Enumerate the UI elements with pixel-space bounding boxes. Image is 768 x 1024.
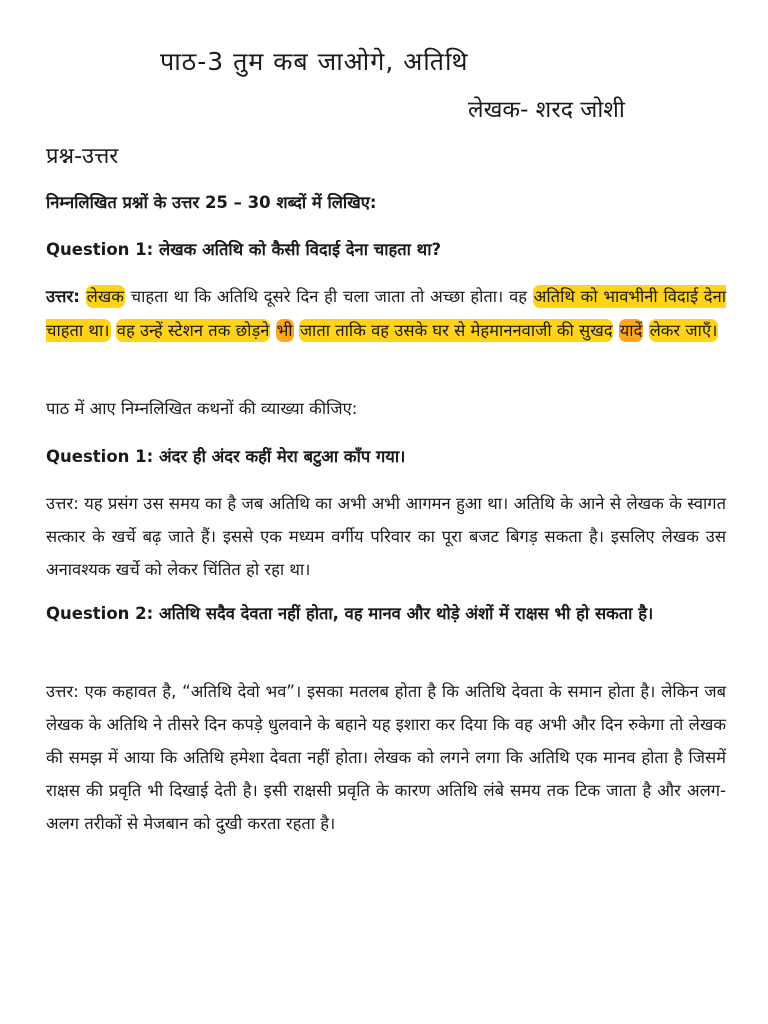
- answer-text: [80, 287, 86, 306]
- answer-label: उत्तर:: [46, 287, 80, 306]
- author-line: लेखक- शरद जोशी: [468, 97, 625, 123]
- section-heading: प्रश्न-उत्तर: [46, 144, 119, 169]
- answer-body: [46, 285, 726, 342]
- highlight-yellow: लेकर जाएँ।: [649, 321, 718, 340]
- answer-text: [111, 321, 116, 340]
- highlight-yellow: वह उन्हें स्टेशन तक छोड़ने: [116, 321, 270, 340]
- instruction-explain-statements: पाठ में आए निम्नलिखित कथनों की व्याख्या कीजिए:: [46, 399, 358, 418]
- answer-1-farewell: [46, 280, 726, 348]
- chapter-title: पाठ-3 तुम कब जाओगे, अतिथि: [160, 47, 469, 76]
- question-2-guest: Question 2: अतिथि सदैव देवता नहीं होता, वह मानव और थोड़े अंशों में राक्षस भी हो सकता है।: [46, 604, 654, 623]
- answer-text: [270, 321, 275, 340]
- instruction-short-answers: निम्नलिखित प्रश्नों के उत्तर 25 – 30 शब्दों में लिखिए:: [46, 193, 377, 212]
- answer-text: चाहता था कि अतिथि दूसरे दिन ही चला जाता तो अच्छा होता। वह: [124, 287, 533, 306]
- question-1-wallet: Question 1: अंदर ही अंदर कहीं मेरा बटुआ काँप गया।: [46, 447, 406, 466]
- highlight-yellow: जाता ताकि वह उसके घर से मेहमाननवाजी की सुखद: [299, 321, 613, 340]
- answer-2-guest: उत्तर: एक कहावत है, “अतिथि देवो भव”। इसका मतलब होता है कि अतिथि देवता के समान होता है। लेकिन जब लेखक के अतिथि ने तीसरे दिन कपड़े धुलवाने के बहाने यह इशारा कर दिया कि वह अभी और दिन रुकेगा तो लेखक की समझ में आया कि अतिथि हमेशा देवता नहीं होता। लेखक को लगने लगा कि अतिथि एक मानव होता है जिसमें राक्षस की प्रवृति भी दिखाई देती है। इसी राक्षसी प्रवृति के कारण अतिथि लंबे समय तक टिक जाता है और अलग-अलग तरीकों से मेजबान को दुखी करता रहता है।: [46, 682, 726, 833]
- answer-text: [643, 321, 648, 340]
- highlight-yellow: अतिथि को भावभीनी विदाई देना चाहता था।: [46, 287, 727, 340]
- question-1-farewell: Question 1: लेखक अतिथि को कैसी विदाई देना चाहता था?: [46, 240, 442, 259]
- highlight-orange: भी: [276, 321, 293, 340]
- highlight-yellow: लेखक: [86, 287, 124, 306]
- highlight-orange: यादें: [619, 321, 643, 340]
- answer-text: [613, 321, 618, 340]
- answer-1-wallet: उत्तर: यह प्रसंग उस समय का है जब अतिथि का अभी अभी आगमन हुआ था। अतिथि के आने से लेखक के स्वागत सत्कार के खर्चे बढ़ जाते हैं। इससे एक मध्यम वर्गीय परिवार का पूरा बजट बिगड़ सकता है। इसलिए लेखक उस अनावश्यक खर्चे को लेकर चिंतित हो रहा था।: [46, 494, 726, 579]
